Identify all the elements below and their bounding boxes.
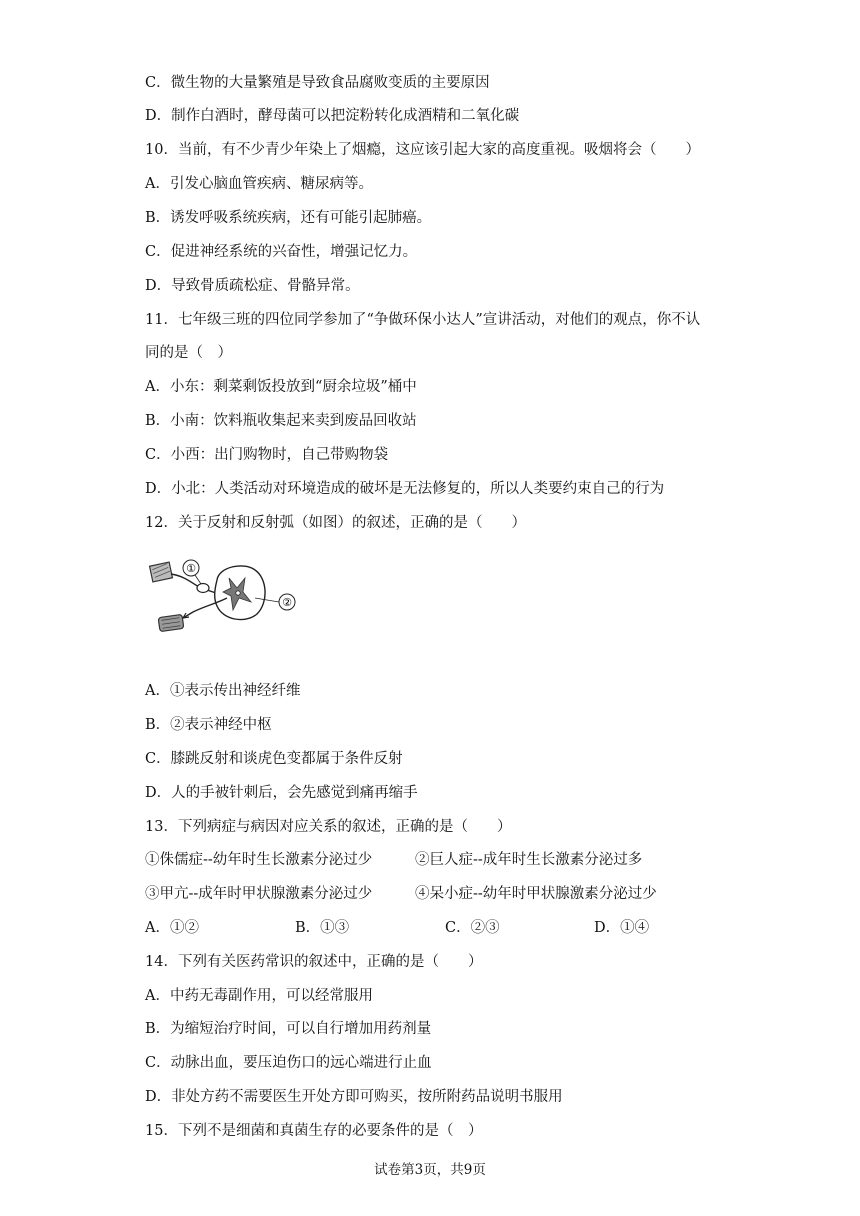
q11-stem-line2: 同的是（ ） [145,345,232,361]
q14-option-c: C．动脉出血，要压迫伤口的远心端进行止血 [145,1055,432,1071]
q10-option-a: A．引发心脑血管疾病、糖尿病等。 [145,176,373,192]
q13-stem: 13．下列病症与病因对应关系的叙述，正确的是（ ） [145,819,512,835]
q13-item-4: ④呆小症--幼年时甲状腺激素分泌过少 [415,886,657,902]
q11-option-b: B．小南：饮料瓶收集起来卖到废品回收站 [145,413,417,429]
q13-option-c: C．②③ [445,920,500,936]
q14-option-d: D．非处方药不需要医生开处方即可购买，按所附药品说明书服用 [145,1089,563,1105]
q15-stem: 15．下列不是细菌和真菌生存的必要条件的是（ ） [145,1123,483,1139]
q10-option-c: C．促进神经系统的兴奋性，增强记忆力。 [145,244,418,260]
q11-option-d: D．小北：人类活动对环境造成的破坏是无法修复的，所以人类要约束自己的行为 [145,481,665,497]
q13-option-b: B．①③ [295,920,350,936]
q10-option-b: B．诱发呼吸系统疾病，还有可能引起肺癌。 [145,210,432,226]
q12-option-b: B．②表示神经中枢 [145,717,272,733]
q12-option-c: C．膝跳反射和谈虎色变都属于条件反射 [145,751,403,767]
page-footer: 试卷第3页，共9页 [374,1162,486,1178]
q13-item-1: ①侏儒症--幼年时生长激素分泌过少 [145,852,373,868]
q14-option-b: B．为缩短治疗时间，可以自行增加用药剂量 [145,1021,432,1037]
ganglion [197,584,209,593]
reflex-arc-figure [145,558,305,640]
figure-label-1: ① [186,562,196,575]
spinal-cord [215,566,265,620]
q9-option-d: D．制作白酒时，酵母菌可以把淀粉转化成酒精和二氧化碳 [145,108,520,124]
q13-option-a: A．①② [145,920,199,936]
q11-stem-line1: 11．七年级三班的四位同学参加了“争做环保小达人”宣讲活动，对他们的观点，你不认 [145,312,701,328]
q12-option-a: A．①表示传出神经纤维 [145,683,301,699]
q12-stem: 12．关于反射和反射弧（如图）的叙述，正确的是（ ） [145,515,526,531]
figure-label-2: ② [282,596,292,609]
q14-option-a: A．中药无毒副作用，可以经常服用 [145,988,373,1004]
effector-muscle [158,614,184,631]
q14-stem: 14．下列有关医药常识的叙述中，正确的是（ ） [145,954,483,970]
q11-option-a: A．小东：剩菜剩饭投放到“厨余垃圾”桶中 [145,379,417,395]
q13-item-2: ②巨人症--成年时生长激素分泌过多 [415,852,643,868]
afferent-nerve [171,574,219,594]
q13-item-3: ③甲亢--成年时甲状腺激素分泌过少 [145,886,373,902]
q9-option-c: C．微生物的大量繁殖是导致食品腐败变质的主要原因 [145,75,490,91]
q12-option-d: D．人的手被针刺后，会先感觉到痛再缩手 [145,785,418,801]
q11-option-c: C．小西：出门购物时，自己带购物袋 [145,447,389,463]
q10-option-d: D．导致骨质疏松症、骨骼异常。 [145,278,360,294]
receptor-skin-patch [150,562,173,582]
q10-stem: 10．当前，有不少青少年染上了烟瘾，这应该引起大家的高度重视。吸烟将会（ ） [145,142,700,158]
q13-option-d: D．①④ [594,920,650,936]
